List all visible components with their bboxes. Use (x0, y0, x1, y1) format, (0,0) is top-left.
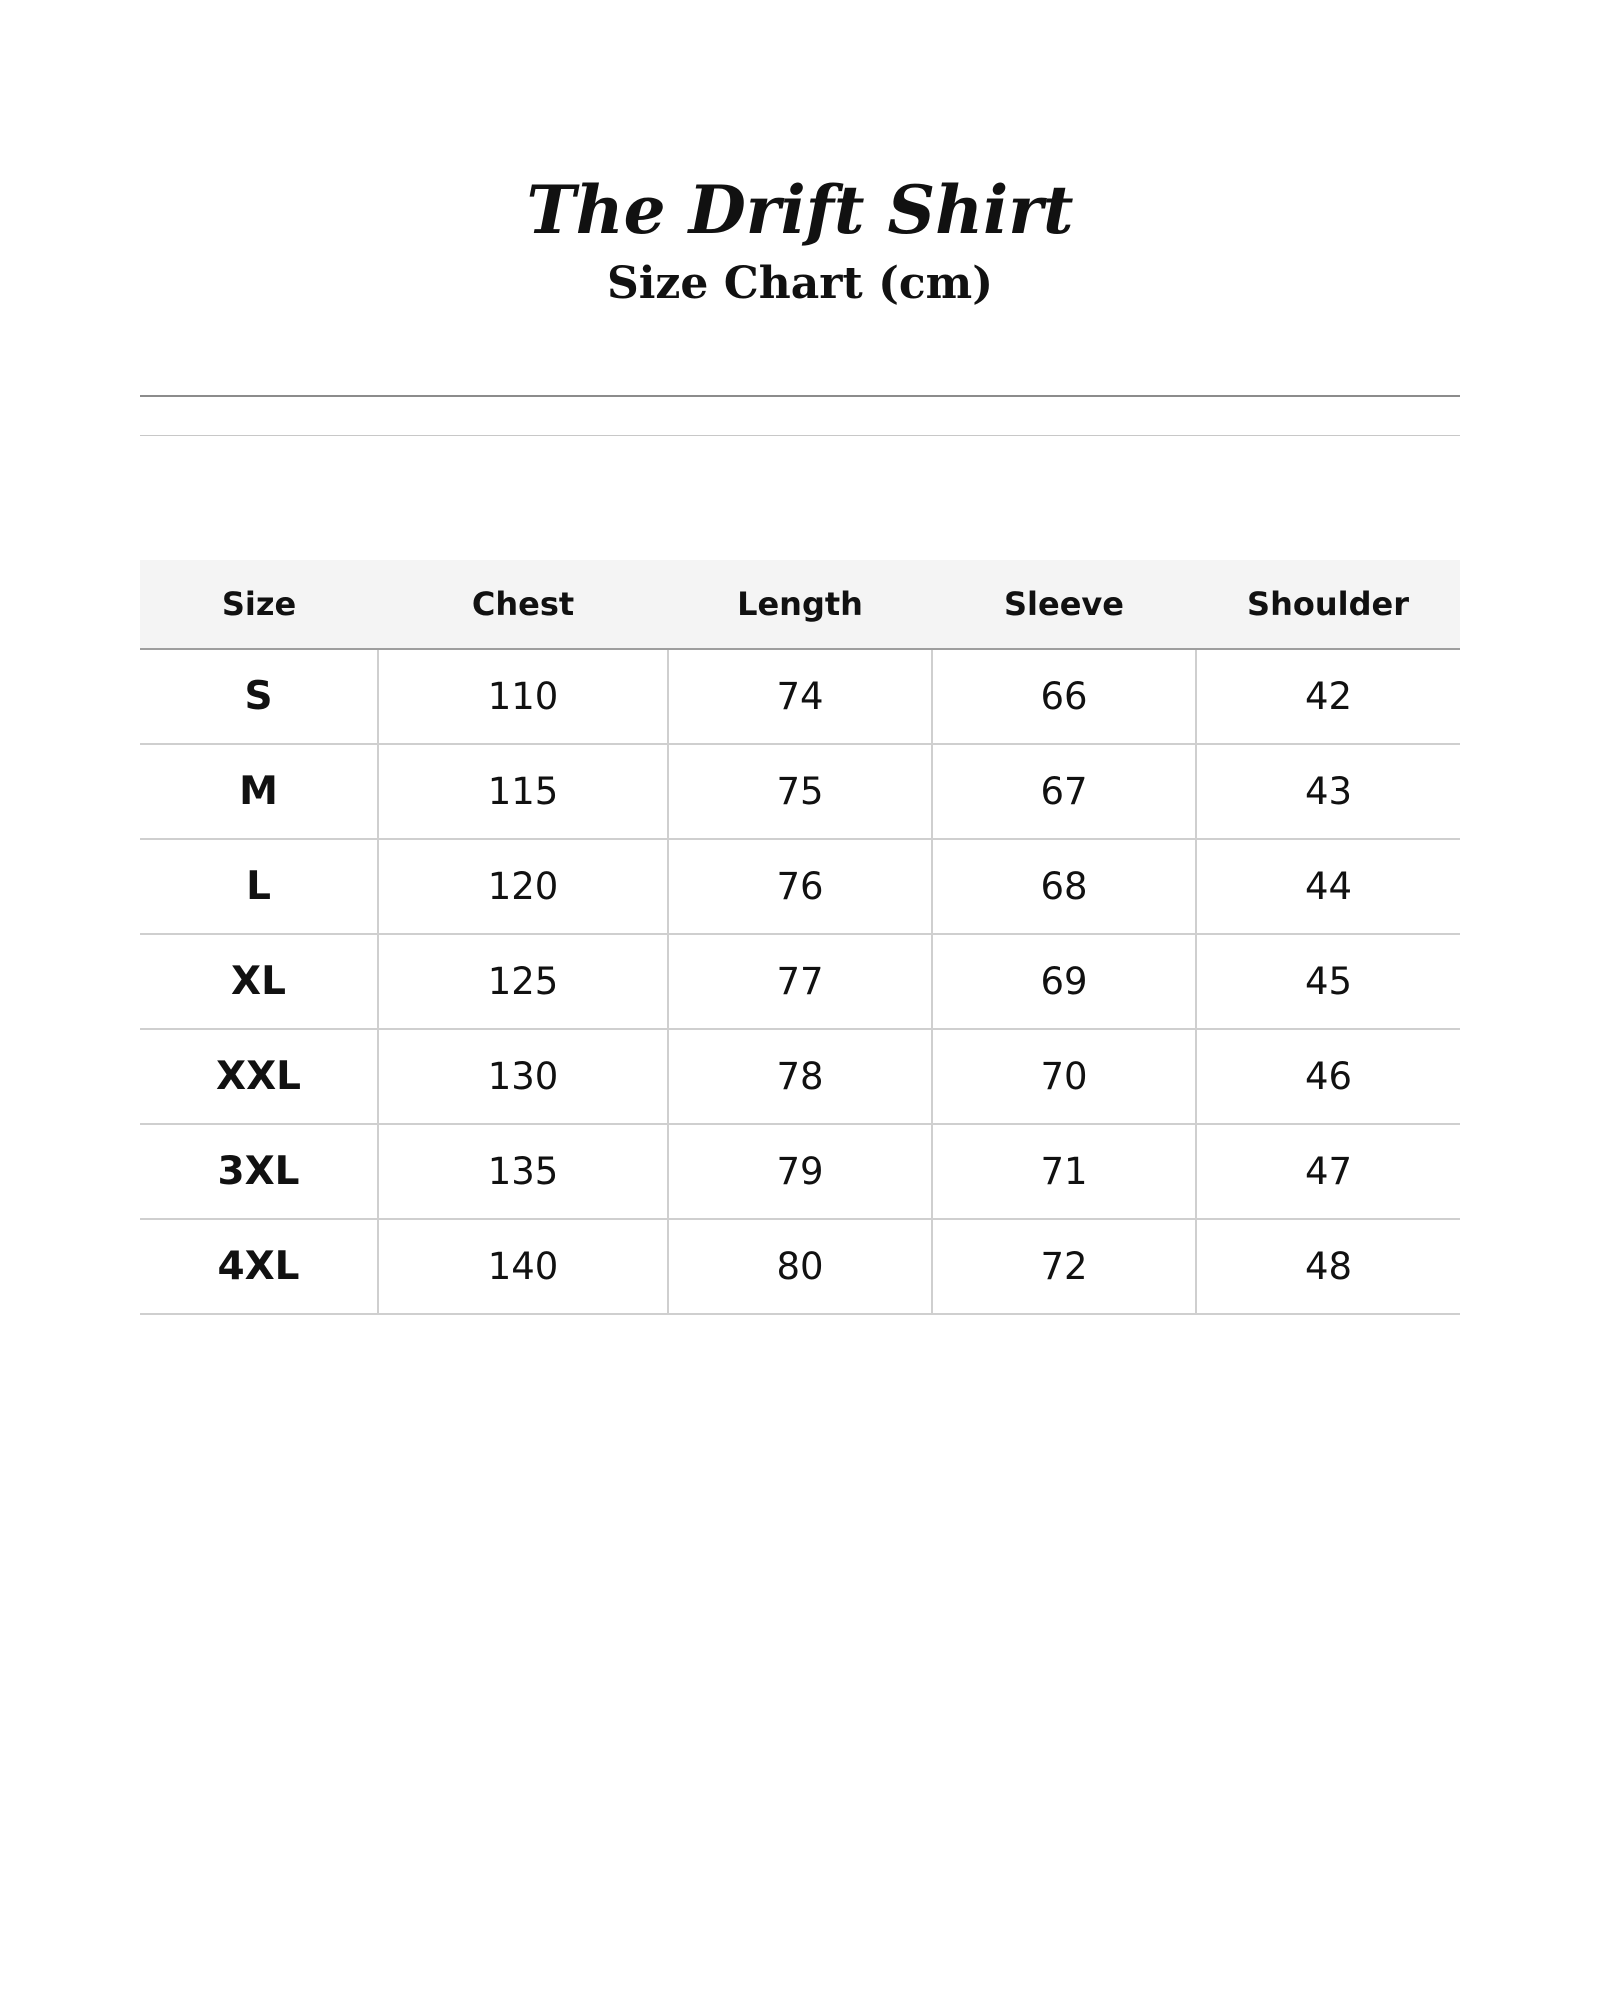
column-header-chest: Chest (378, 560, 668, 649)
cell-size: XXL (140, 1029, 378, 1124)
cell-sleeve: 67 (932, 744, 1196, 839)
page-title: The Drift Shirt (526, 171, 1074, 249)
divider-primary (140, 395, 1460, 397)
cell-chest: 115 (378, 744, 668, 839)
cell-shoulder: 47 (1196, 1124, 1460, 1219)
page-subtitle: Size Chart (cm) (606, 258, 994, 309)
cell-shoulder: 42 (1196, 649, 1460, 744)
cell-shoulder: 43 (1196, 744, 1460, 839)
table-body (140, 649, 1460, 1314)
column-header-length: Length (668, 560, 932, 649)
header-row (140, 560, 1460, 649)
column-header-shoulder: Shoulder (1196, 560, 1460, 649)
cell-length: 79 (668, 1124, 932, 1219)
cell-chest: 125 (378, 934, 668, 1029)
cell-chest: 130 (378, 1029, 668, 1124)
cell-chest: 140 (378, 1219, 668, 1314)
cell-chest: 135 (378, 1124, 668, 1219)
column-header-sleeve: Sleeve (932, 560, 1196, 649)
table-row (140, 649, 1460, 744)
cell-length: 74 (668, 649, 932, 744)
cell-sleeve: 69 (932, 934, 1196, 1029)
table-row (140, 934, 1460, 1029)
cell-size: 4XL (140, 1219, 378, 1314)
cell-sleeve: 72 (932, 1219, 1196, 1314)
size-chart-table (140, 560, 1460, 1315)
table-row (140, 839, 1460, 934)
cell-shoulder: 44 (1196, 839, 1460, 934)
table-row (140, 744, 1460, 839)
divider-secondary (140, 435, 1460, 436)
cell-shoulder: 45 (1196, 934, 1460, 1029)
cell-length: 78 (668, 1029, 932, 1124)
cell-sleeve: 68 (932, 839, 1196, 934)
column-header-size: Size (140, 560, 378, 649)
cell-size: S (140, 649, 378, 744)
cell-size: 3XL (140, 1124, 378, 1219)
cell-length: 80 (668, 1219, 932, 1314)
cell-size: XL (140, 934, 378, 1029)
cell-size: L (140, 839, 378, 934)
cell-length: 75 (668, 744, 932, 839)
cell-chest: 110 (378, 649, 668, 744)
cell-length: 76 (668, 839, 932, 934)
cell-shoulder: 46 (1196, 1029, 1460, 1124)
cell-shoulder: 48 (1196, 1219, 1460, 1314)
table-row (140, 1219, 1460, 1314)
table-row (140, 1029, 1460, 1124)
cell-length: 77 (668, 934, 932, 1029)
cell-size: M (140, 744, 378, 839)
table-row (140, 1124, 1460, 1219)
table-header (140, 560, 1460, 649)
cell-chest: 120 (378, 839, 668, 934)
cell-sleeve: 71 (932, 1124, 1196, 1219)
cell-sleeve: 66 (932, 649, 1196, 744)
cell-sleeve: 70 (932, 1029, 1196, 1124)
